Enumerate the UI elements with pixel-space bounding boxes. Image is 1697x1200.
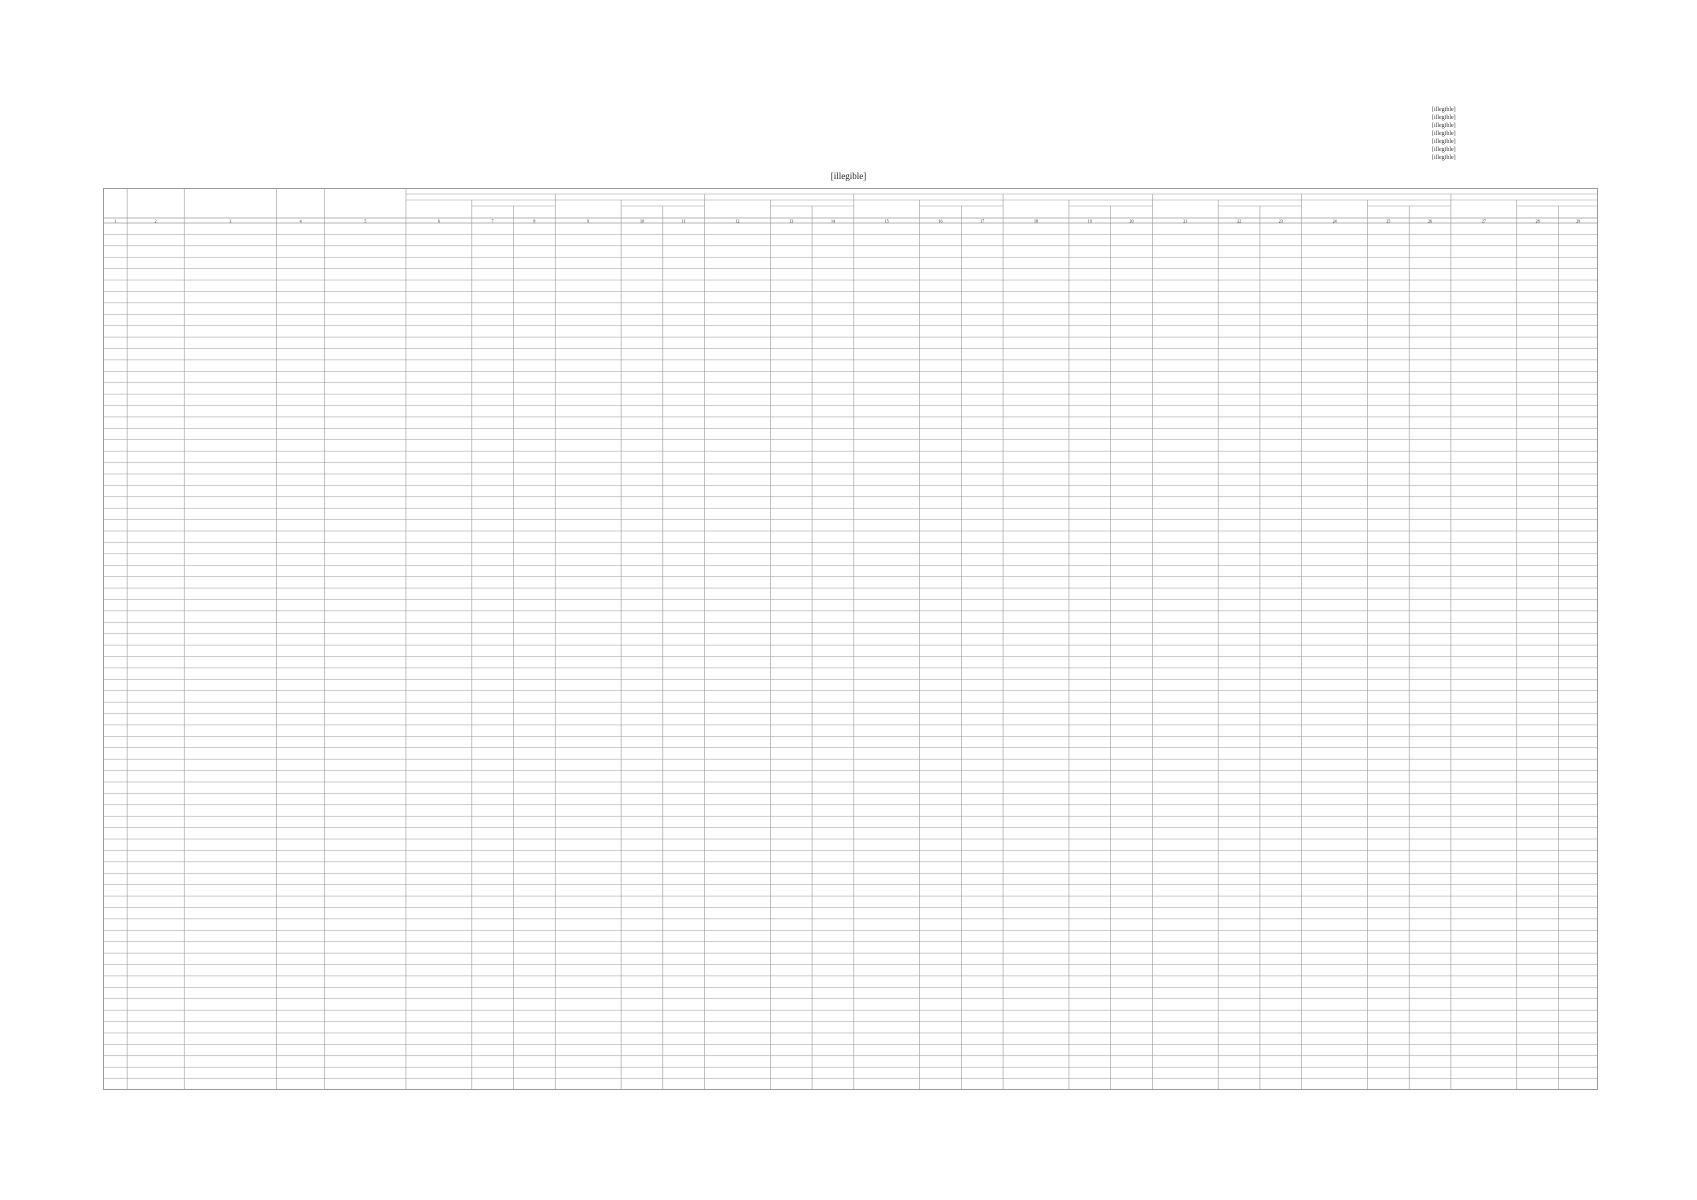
column-number: 7: [491, 218, 494, 224]
column-number: 17: [980, 218, 985, 224]
column-number: 22: [1237, 218, 1242, 224]
column-number: 6: [437, 218, 440, 224]
column-number: 16: [938, 218, 943, 224]
column-number: 13: [789, 218, 794, 224]
column-number: 9: [587, 218, 590, 224]
approval-line: [illegible]: [1432, 155, 1456, 161]
column-number: 23: [1278, 218, 1283, 224]
approval-line: [illegible]: [1432, 107, 1456, 113]
approval-line: [illegible]: [1432, 147, 1456, 153]
document-title: [illegible]: [830, 171, 867, 181]
column-number: 27: [1481, 218, 1486, 224]
table-border: [104, 189, 1598, 1090]
approval-line: [illegible]: [1432, 131, 1456, 137]
approval-line: [illegible]: [1432, 139, 1456, 145]
column-number: 19: [1087, 218, 1092, 224]
column-number: 20: [1129, 218, 1134, 224]
column-number: 29: [1576, 218, 1581, 224]
column-number: 18: [1034, 218, 1039, 224]
approval-line: [illegible]: [1432, 115, 1456, 121]
column-number: 26: [1428, 218, 1433, 224]
column-number: 8: [533, 218, 536, 224]
column-number: 3: [229, 218, 232, 224]
column-number: 4: [299, 218, 302, 224]
column-number: 15: [884, 218, 889, 224]
column-number: 5: [364, 218, 367, 224]
column-number: 28: [1535, 218, 1540, 224]
column-number: 2: [154, 218, 157, 224]
column-number: 1: [114, 218, 117, 224]
approval-line: [illegible]: [1432, 123, 1456, 129]
column-number: 21: [1183, 218, 1188, 224]
table-grid: [103, 188, 1598, 1090]
column-number: 25: [1386, 218, 1391, 224]
column-number: 11: [681, 218, 686, 224]
schedule-table: [103, 188, 1598, 1090]
column-number: 24: [1332, 218, 1337, 224]
approval-block: [1432, 106, 1672, 162]
column-number: 14: [830, 218, 835, 224]
column-number: 10: [639, 218, 644, 224]
column-number: 12: [735, 218, 740, 224]
